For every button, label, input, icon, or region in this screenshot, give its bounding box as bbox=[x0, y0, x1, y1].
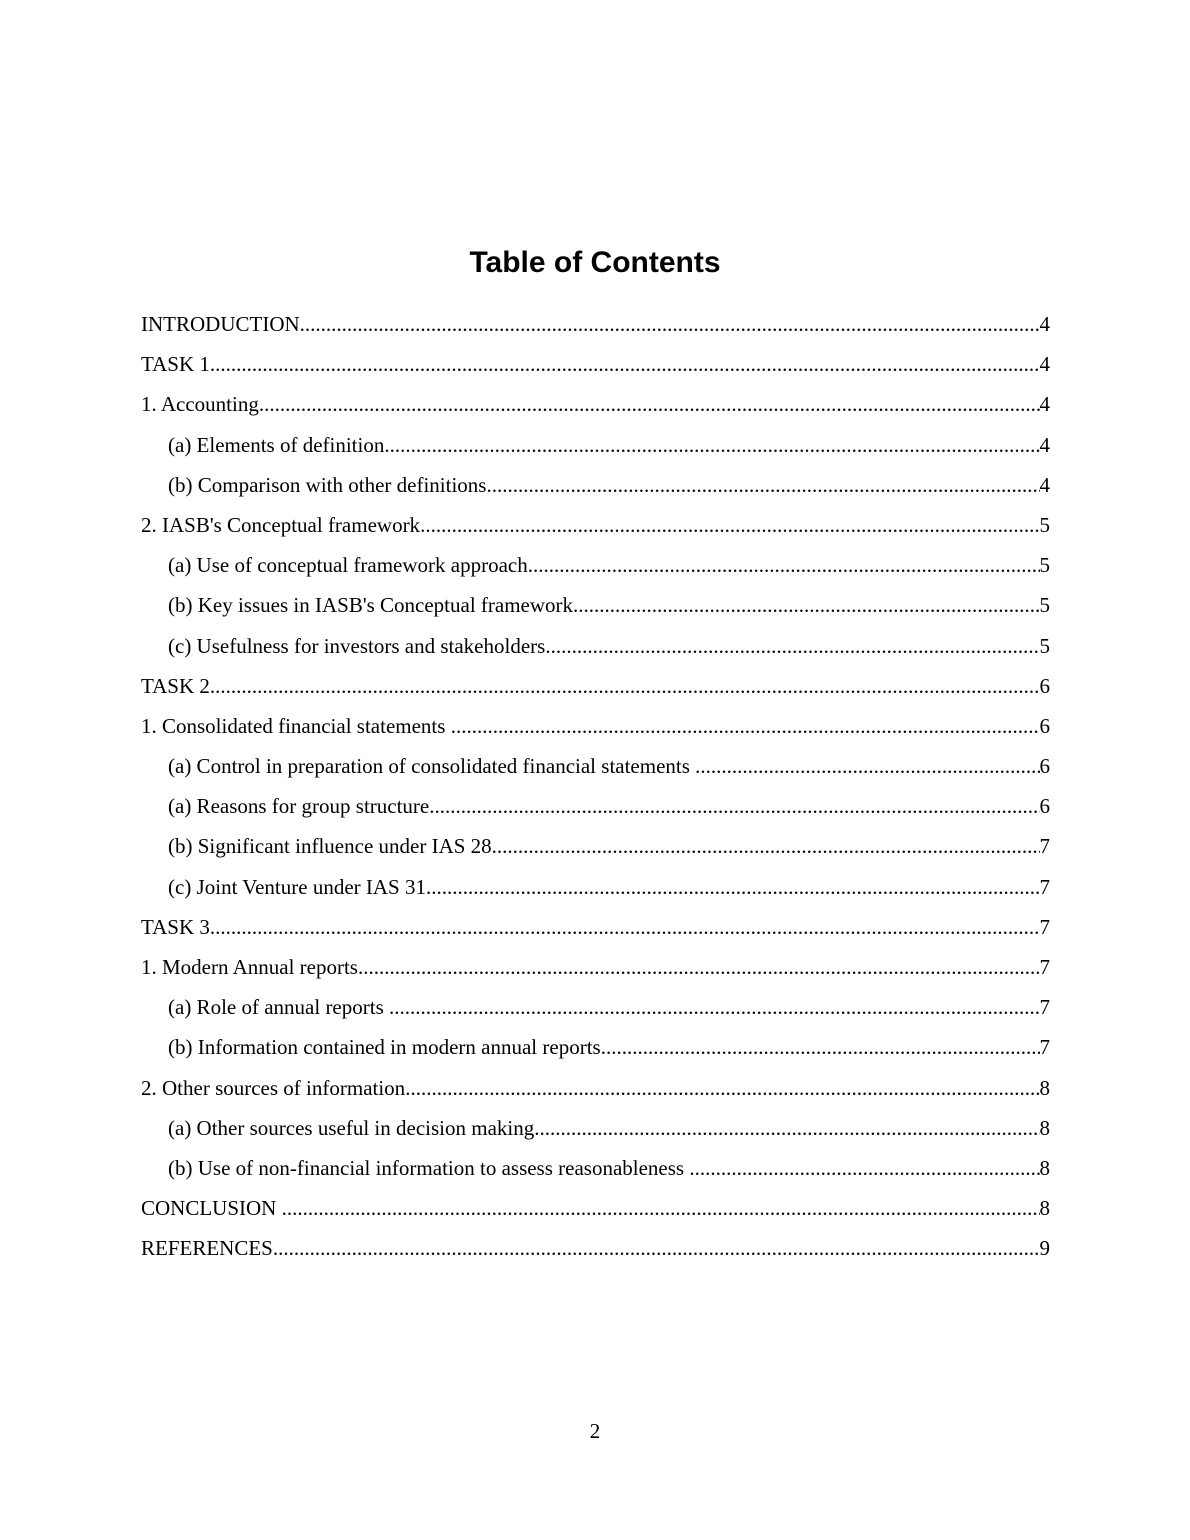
toc-entry-page: 5 bbox=[1039, 593, 1050, 618]
toc-entry-label: (b) Significant influence under IAS 28 bbox=[168, 834, 492, 859]
toc-entry-label: CONCLUSION bbox=[141, 1196, 282, 1221]
toc-entry[interactable] bbox=[141, 344, 1050, 384]
toc-dot-leader bbox=[273, 1228, 1040, 1268]
toc-entry[interactable] bbox=[141, 826, 1050, 866]
toc-dot-leader bbox=[405, 1068, 1039, 1108]
toc-entry-label: 2. IASB's Conceptual framework bbox=[141, 512, 421, 537]
toc-dot-leader bbox=[545, 626, 1039, 666]
toc-dot-leader bbox=[528, 545, 1040, 585]
toc-entry[interactable] bbox=[141, 706, 1050, 746]
toc-entry[interactable] bbox=[141, 746, 1050, 786]
toc-entry[interactable] bbox=[141, 907, 1050, 947]
toc-dot-leader bbox=[282, 1188, 1040, 1228]
toc-dot-leader bbox=[492, 826, 1040, 866]
toc-dot-leader bbox=[420, 505, 1039, 545]
toc-entry-page: 7 bbox=[1039, 995, 1050, 1020]
toc-dot-leader bbox=[451, 706, 1040, 746]
toc-entry[interactable] bbox=[141, 304, 1050, 344]
toc-dot-leader bbox=[695, 746, 1039, 786]
toc-entry-page: 7 bbox=[1039, 914, 1050, 939]
toc-entry-page: 7 bbox=[1039, 955, 1050, 979]
toc-entry-page: 5 bbox=[1039, 553, 1050, 578]
toc-entry-label: 1. Accounting bbox=[141, 392, 259, 417]
toc-entry-label: REFERENCES bbox=[141, 1236, 273, 1261]
toc-dot-leader bbox=[358, 947, 1040, 987]
toc-entry-page: 4 bbox=[1039, 352, 1050, 377]
toc-dot-leader bbox=[384, 425, 1039, 465]
toc-entry-label: (a) Reasons for group structure bbox=[168, 794, 430, 819]
toc-entry[interactable] bbox=[141, 987, 1050, 1027]
toc-entry[interactable] bbox=[141, 1108, 1050, 1148]
toc-entry[interactable] bbox=[141, 465, 1050, 505]
toc-entry-label: (c) Joint Venture under IAS 31 bbox=[168, 874, 426, 899]
toc-entry-page: 7 bbox=[1039, 874, 1050, 899]
toc-entry-label: (b) Use of non-financial information to assess reasonableness bbox=[168, 1155, 690, 1180]
toc-dot-leader bbox=[210, 344, 1040, 384]
toc-entry-label: (a) Control in preparation of consolidated financial statements bbox=[168, 754, 696, 779]
toc-dot-leader bbox=[259, 384, 1040, 424]
toc-entry-label: (b) Information contained in modern annual reports bbox=[168, 1035, 601, 1060]
toc-entry[interactable] bbox=[141, 585, 1050, 625]
toc-dot-leader bbox=[426, 867, 1040, 907]
toc-entry[interactable] bbox=[141, 545, 1050, 585]
toc-entry-page: 6 bbox=[1039, 713, 1050, 738]
toc-dot-leader bbox=[210, 666, 1040, 706]
toc-entry-page: 4 bbox=[1039, 312, 1050, 336]
toc-entry-label: TASK 2 bbox=[141, 673, 210, 698]
toc-dot-leader bbox=[486, 465, 1039, 505]
toc-entry-page: 9 bbox=[1039, 1236, 1050, 1261]
toc-entry-page: 8 bbox=[1039, 1196, 1050, 1221]
toc-entry-page: 5 bbox=[1039, 512, 1050, 537]
toc-entry-page: 8 bbox=[1039, 1155, 1050, 1180]
toc-entry-label: (a) Role of annual reports bbox=[168, 995, 390, 1020]
toc-entry-page: 4 bbox=[1039, 472, 1050, 497]
toc-entry[interactable] bbox=[141, 786, 1050, 826]
toc-entry[interactable] bbox=[141, 626, 1050, 666]
toc-entry-page: 7 bbox=[1039, 1035, 1050, 1060]
toc-dot-leader bbox=[601, 1027, 1040, 1067]
toc-entry-label: (a) Other sources useful in decision making bbox=[168, 1115, 535, 1140]
toc-entry-page: 6 bbox=[1039, 754, 1050, 779]
toc-dot-leader bbox=[210, 907, 1040, 947]
toc-entry-page: 4 bbox=[1039, 392, 1050, 417]
toc-entry-label: (b) Key issues in IASB's Conceptual framework bbox=[168, 593, 574, 618]
toc-dot-leader bbox=[534, 1108, 1039, 1148]
toc-entry-label: (b) Comparison with other definitions bbox=[168, 472, 487, 497]
toc-entry-label: TASK 3 bbox=[141, 914, 210, 939]
table-of-contents bbox=[141, 304, 1050, 1269]
toc-entry-label: 2. Other sources of information bbox=[141, 1075, 406, 1100]
toc-entry[interactable] bbox=[141, 425, 1050, 465]
toc-entry-label: TASK 1 bbox=[141, 352, 210, 377]
toc-entry-page: 4 bbox=[1039, 432, 1050, 457]
toc-dot-leader bbox=[689, 1148, 1039, 1188]
toc-entry-page: 8 bbox=[1039, 1115, 1050, 1140]
toc-entry-page: 6 bbox=[1039, 794, 1050, 819]
toc-entry[interactable] bbox=[141, 505, 1050, 545]
toc-entry-page: 6 bbox=[1039, 673, 1050, 698]
toc-entry[interactable] bbox=[141, 867, 1050, 907]
page-title: Table of Contents bbox=[469, 246, 721, 279]
toc-entry-label: (a) Use of conceptual framework approach bbox=[168, 553, 528, 578]
toc-entry[interactable] bbox=[141, 1188, 1050, 1228]
toc-entry-label: (a) Elements of definition bbox=[168, 432, 385, 457]
toc-entry[interactable] bbox=[141, 1228, 1050, 1268]
toc-entry-label: (c) Usefulness for investors and stakeholders bbox=[168, 633, 546, 658]
toc-entry[interactable] bbox=[141, 1068, 1050, 1108]
toc-dot-leader bbox=[573, 585, 1039, 625]
toc-dot-leader bbox=[429, 786, 1039, 826]
toc-dot-leader bbox=[300, 304, 1040, 344]
toc-dot-leader bbox=[389, 987, 1039, 1027]
toc-entry[interactable] bbox=[141, 666, 1050, 706]
page-number: 2 bbox=[589, 1419, 601, 1443]
toc-entry-label: 1. Modern Annual reports bbox=[141, 955, 358, 979]
toc-entry-label: 1. Consolidated financial statements bbox=[141, 713, 451, 738]
toc-entry-label: INTRODUCTION bbox=[141, 312, 300, 336]
toc-entry-page: 7 bbox=[1039, 834, 1050, 859]
toc-entry[interactable] bbox=[141, 1027, 1050, 1067]
toc-entry-page: 5 bbox=[1039, 633, 1050, 658]
toc-entry[interactable] bbox=[141, 947, 1050, 987]
toc-entry[interactable] bbox=[141, 1148, 1050, 1188]
toc-entry[interactable] bbox=[141, 384, 1050, 424]
toc-entry-page: 8 bbox=[1039, 1075, 1050, 1100]
